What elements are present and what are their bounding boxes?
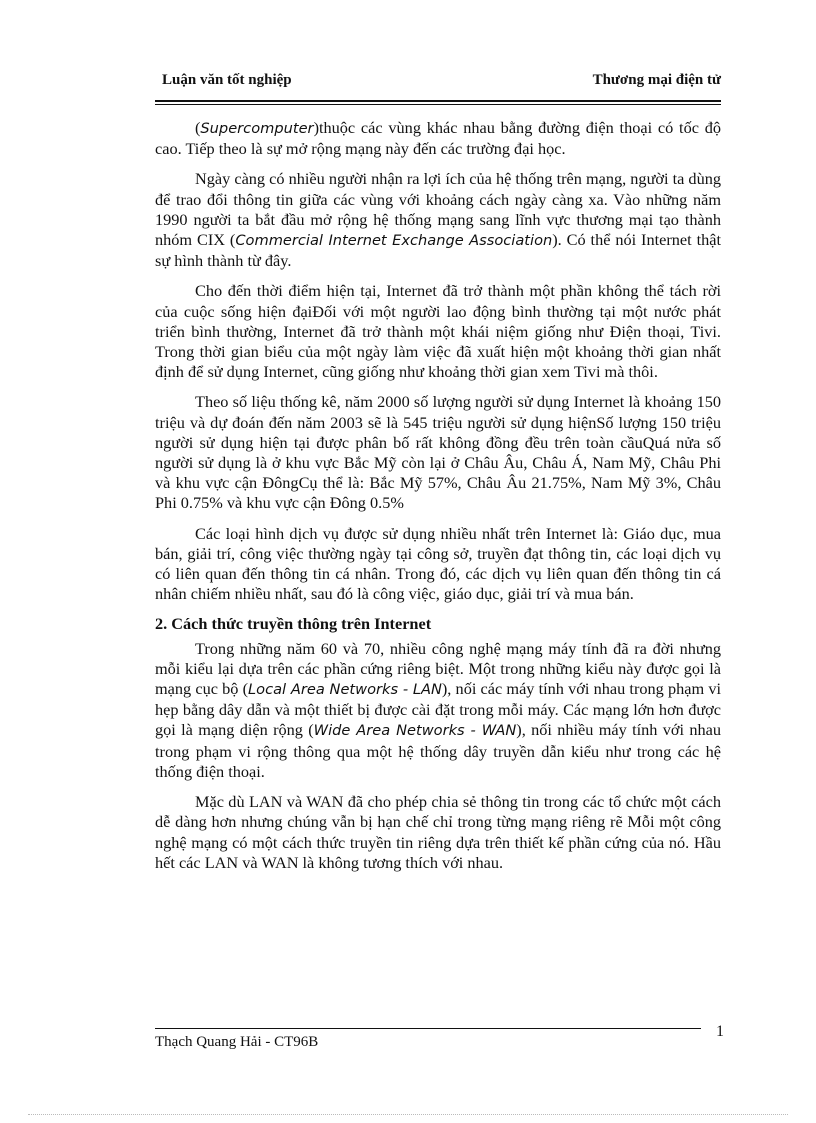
term-lan: Local Area Networks - LAN: [248, 681, 442, 699]
paragraph-incompatibility: Mặc dù LAN và WAN đã cho phép chia sẻ thông tin trong các tổ chức một cách dễ dàng hơn nhưng chúng vẫn bị hạn chế chỉ trong từng mạng riêng rẽ Mỗi một công nghệ mạng có một cách thức truyền tin riêng dựa trên thiết kế phần cứng của nó. Hầu hết các LAN và WAN là không tương thích với nhau.: [155, 792, 721, 872]
paragraph-modern-life: Cho đến thời điểm hiện tại, Internet đã trở thành một phần không thể tách rời của cuộc sống hiện đạiĐối với một người lao động bình thường tại một nước phát triển bình thường, Internet đã trở thành một khái niệm giống như Điện thoại, Tivi. Trong thời gian biểu của một ngày làm việc đã xuất hiện một khoảng thời gian nhất định để sử dụng Internet, cũng giống như khoảng thời gian xem Tivi mà thôi.: [155, 281, 721, 382]
term-wan: Wide Area Networks - WAN: [313, 722, 517, 740]
page-bottom-border: [28, 1114, 788, 1115]
paragraph-cix: Ngày càng có nhiều người nhận ra lợi ích của hệ thống trên mạng, người ta dùng để trao đổi thông tin giữa các vùng với khoảng cách ngày càng xa. Vào những năm 1990 người ta bắt đầu mở rộng hệ thống mạng sang lĩnh vực thương mại tạo thành nhóm CIX (Commercial Internet Exchange Association). Có thể nói Internet thật sự hình thành từ đây.: [155, 169, 721, 271]
paragraph-lan-wan: Trong những năm 60 và 70, nhiều công nghệ mạng máy tính đã ra đời nhưng mỗi kiểu lại dựa trên các phần cứng riêng biệt. Một trong những kiểu này được gọi là mạng cục bộ (Local Area Networks - LAN), nối các máy tính với nhau trong phạm vi hẹp bằng dây dẫn và một thiết bị được cài đặt trong mỗi máy. Các mạng lớn hơn được gọi là mạng diện rộng (Wide Area Networks - WAN), nối nhiều máy tính với nhau trong phạm vi rộng thông qua một hệ thống dây truyền dẫn kiểu như trong các hệ thống điện thoại.: [155, 638, 722, 781]
section-heading: 2. Cách thức truyền thông trên Internet: [155, 614, 432, 634]
header-rule-inner: [155, 104, 721, 105]
header-subject-title: Thương mại điện tử: [592, 72, 721, 88]
header-rule: [155, 100, 721, 102]
paragraph-statistics: Theo số liệu thống kê, năm 2000 số lượng người sử dụng Internet là khoảng 150 triệu và dự đoán đến năm 2003 sẽ là 545 triệu người sử dụng hiệnSố lượng 150 triệu người sử dụng hiện tại được phân bố rất không đồng đều trên toàn cầuQuá nửa số người sử dụng là ở khu vực Bắc Mỹ còn lại ở Châu Âu, Châu Á, Nam Mỹ, Châu Phi và khu vực cận ĐôngCụ thể là: Bắc Mỹ 57%, Châu Âu 21.75%, Nam Mỹ 3%, Châu Phi 0.75% và khu vực cận Đông 0.5%: [155, 392, 721, 513]
page-header: [155, 72, 721, 94]
paragraph-services: Các loại hình dịch vụ được sử dụng nhiều nhất trên Internet là: Giáo dục, mua bán, giải trí, công việc thường ngày tại công sở, truyền đạt thông tin, các loại dịch vụ có liên quan đến thông tin cá nhân. Trong đó, các dịch vụ liên quan đến thông tin cá nhân chiếm nhiều nhất, sau đó là công việc, giáo dục, giải trí và mua bán.: [155, 523, 721, 604]
term-cix: Commercial Internet Exchange Association: [235, 232, 553, 250]
term-supercomputer: Supercomputer: [200, 120, 314, 137]
page-number: 1: [716, 1023, 724, 1040]
footer-author: Thạch Quang Hải - CT96B: [155, 1034, 319, 1050]
paragraph-supercomputer: (Supercomputer)thuộc các vùng khác nhau bằng đường điện thoại có tốc độ cao. Tiếp theo là sự mở rộng mạng này đến các trường đại học.: [155, 118, 721, 159]
header-thesis-title: Luận văn tốt nghiệp: [162, 72, 292, 88]
footer-rule: [155, 1028, 701, 1029]
document-body: [155, 118, 721, 881]
